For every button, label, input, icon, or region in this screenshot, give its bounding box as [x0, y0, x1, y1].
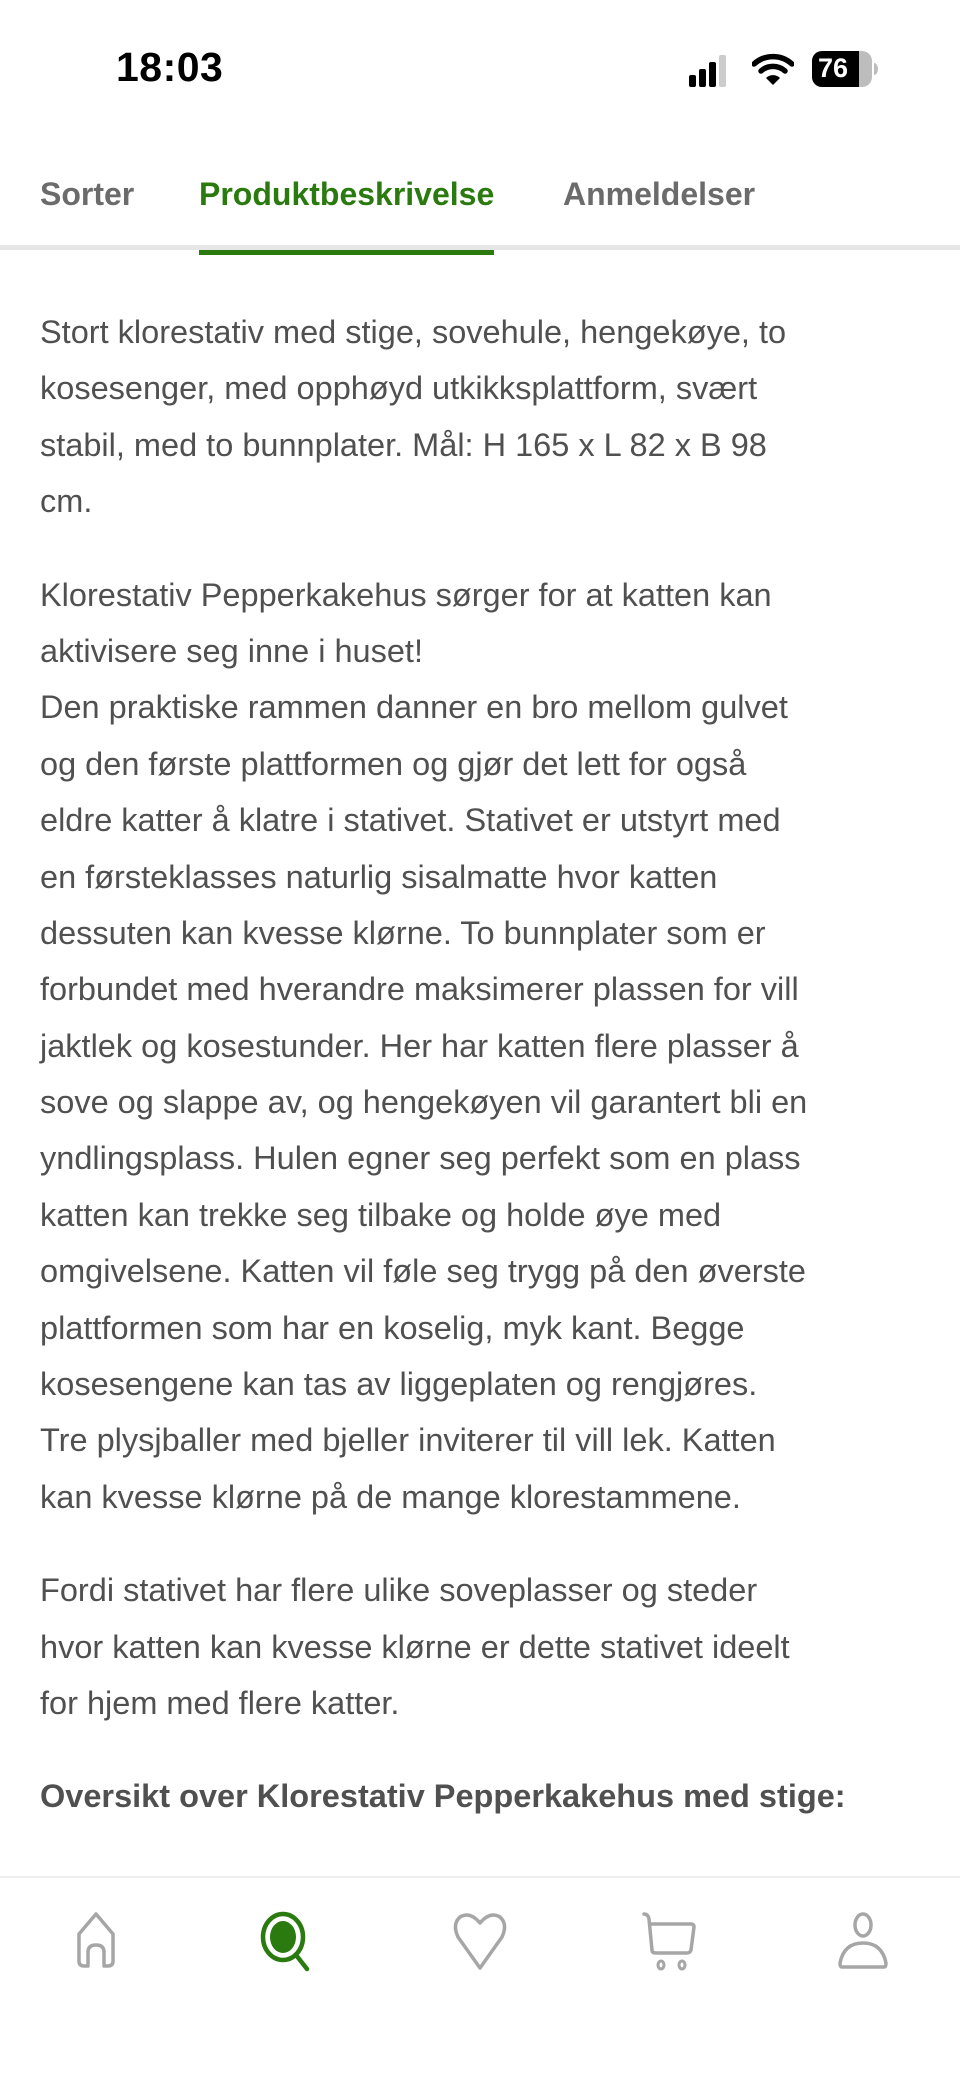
description-line: omgivelsene. Katten vil føle seg trygg på den øverste	[40, 1253, 806, 1290]
nav-cart[interactable]	[636, 1906, 706, 1976]
home-icon	[65, 1910, 127, 1972]
nav-account[interactable]	[828, 1906, 898, 1976]
search-icon	[256, 1910, 318, 1972]
tab-bar	[0, 160, 960, 250]
description-line: Fordi stativet har flere ulike soveplasser og steder	[40, 1572, 758, 1609]
description-line: yndlingsplass. Hulen egner seg perfekt som en plass	[40, 1140, 801, 1177]
description-line: hvor katten kan kvesse klørne er dette stativet ideelt	[40, 1628, 790, 1665]
description-line: for hjem med flere katter.	[40, 1684, 400, 1721]
wifi-icon	[752, 52, 794, 86]
description-line: sove og slappe av, og hengekøyen vil garantert bli en	[40, 1084, 808, 1121]
user-icon	[832, 1910, 894, 1972]
description-line: kan kvesse klørne på de mange klorestammene.	[40, 1478, 741, 1515]
description-line: Stort klorestativ med stige, sovehule, hengekøye, to	[40, 314, 787, 350]
description-line: katten kan trekke seg tilbake og holde øye med	[40, 1196, 722, 1233]
description-line: plattformen som har en koselig, myk kant. Begge	[40, 1309, 745, 1346]
description-line: cm.	[40, 483, 93, 520]
description-line: og den første plattformen og gjør det lett for også	[40, 745, 747, 782]
tab-produktbeskrivelse[interactable]: Produktbeskrivelse	[199, 176, 494, 255]
battery-level: 76	[818, 53, 849, 83]
description-line: kosesengene kan tas av liggeplaten og rengjøres.	[40, 1366, 758, 1403]
description-line: Tre plysjballer med bjeller inviterer til vill lek. Katten	[40, 1422, 776, 1459]
heart-icon	[449, 1910, 511, 1972]
description-line: aktivisere seg inne i huset!	[40, 632, 423, 669]
description-line: eldre katter å klatre i stativet. Stativet er utstyrt med	[40, 802, 781, 839]
description-paragraph	[40, 304, 940, 530]
nav-home[interactable]	[61, 1906, 131, 1976]
signal-icon	[689, 55, 727, 87]
cart-icon	[640, 1910, 702, 1972]
description-line: Klorestativ Pepperkakehus sørger for at katten kan	[40, 576, 772, 613]
overview-heading: Oversikt over Klorestativ Pepperkakehus med stige:	[40, 1778, 846, 1815]
description-line: en førsteklasses naturlig sisalmatte hvor katten	[40, 858, 718, 895]
description-line: forbundet med hverandre maksimerer plassen for vill	[40, 971, 799, 1008]
description-line: dessuten kan kvesse klørne. To bunnplater som er	[40, 914, 766, 951]
bottom-nav	[0, 1876, 960, 2083]
nav-favorites[interactable]	[445, 1906, 515, 1976]
description-paragraph	[40, 1562, 940, 1731]
description-line: jaktlek og kosestunder. Her har katten flere plasser å	[40, 1027, 799, 1064]
battery-indicator	[812, 51, 878, 87]
description-line: kosesenger, med opphøyd utkikksplattform, svært	[40, 370, 758, 407]
tab-sorter[interactable]: Sorter	[40, 176, 135, 212]
description-paragraph	[40, 567, 940, 1526]
status-bar	[0, 0, 960, 120]
product-description	[40, 304, 940, 1824]
nav-search[interactable]	[252, 1906, 322, 1976]
tab-anmeldelser[interactable]: Anmeldelser	[563, 176, 756, 212]
description-line: Den praktiske rammen danner en bro mellom gulvet	[40, 689, 788, 726]
status-time: 18:03	[116, 44, 224, 90]
description-line: stabil, med to bunnplater. Mål: H 165 x L 82 x B 98	[40, 426, 767, 463]
